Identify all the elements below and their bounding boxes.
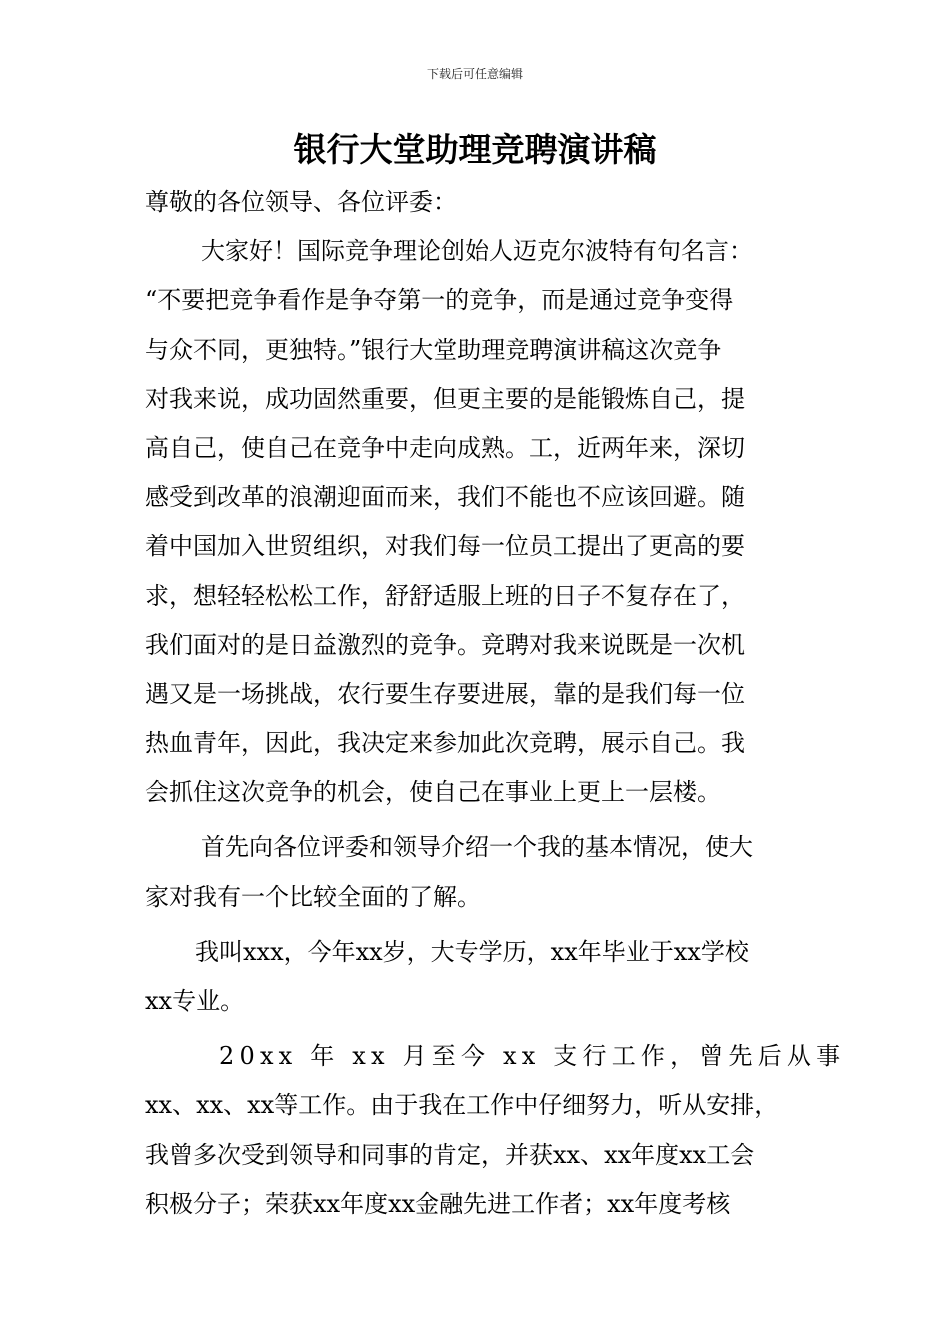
paragraph-line: 感受到改革的浪潮迎面而来，我们不能也不应该回避。随: [145, 483, 745, 512]
paragraph-1: [145, 227, 807, 817]
paragraph-line: xx、xx、xx等工作。由于我在工作中仔细努力，听从安排，: [145, 1091, 779, 1120]
paragraph-line: 积极分子；荣获xx年度xx金融先进工作者；xx年度考核: [145, 1189, 731, 1218]
paragraph-3: [145, 928, 807, 1026]
paragraph-4: [145, 1032, 846, 1229]
paragraph-line: 会抓住这次竞争的机会，使自己在事业上更上一层楼。: [145, 778, 721, 807]
paragraph-line: 我叫xxx，今年xx岁，大专学历，xx年毕业于xx学校: [195, 937, 749, 966]
paragraph-line: 我们面对的是日益激烈的竞争。竞聘对我来说既是一次机: [145, 630, 745, 659]
salutation: 尊敬的各位领导、各位评委：: [145, 188, 457, 216]
paragraph-2: [145, 823, 807, 921]
paragraph-line: 家对我有一个比较全面的了解。: [145, 882, 481, 911]
paragraph-line: 与众不同，更独特。”银行大堂助理竞聘演讲稿这次竞争: [145, 335, 722, 364]
paragraph-line: 首先向各位评委和领导介绍一个我的基本情况，使大: [201, 833, 753, 862]
header-note: 下载后可任意编辑: [426, 67, 523, 81]
document-body: [145, 178, 846, 1229]
paragraph-line: “不要把竞争看作是争夺第一的竞争，而是通过竞争变得: [145, 286, 734, 315]
paragraph-line: 高自己，使自己在竞争中走向成熟。工，近两年来，深切: [145, 433, 745, 462]
paragraph-line: 遇又是一场挑战，农行要生存要进展，靠的是我们每一位: [145, 679, 745, 708]
paragraph-line: 热血青年，因此，我决定来参加此次竞聘，展示自己。我: [145, 729, 745, 758]
paragraph-line: 我曾多次受到领导和同事的肯定，并获xx、xx年度xx工会: [145, 1140, 755, 1169]
paragraph-line: 20xx 年 xx 月至今 xx 支行工作，曾先后从事: [219, 1042, 846, 1071]
paragraph-line: xx专业。: [145, 987, 245, 1015]
paragraph-line: 对我来说，成功固然重要，但更主要的是能锻炼自己，提: [145, 384, 745, 413]
document-title: 银行大堂助理竞聘演讲稿: [293, 130, 657, 169]
paragraph-line: 着中国加入世贸组织，对我们每一位员工提出了更高的要: [145, 532, 745, 561]
paragraph-line: 求，想轻轻松松工作，舒舒适服上班的日子不复存在了，: [145, 581, 745, 610]
paragraph-line: 大家好！国际竞争理论创始人迈克尔波特有句名言：: [201, 237, 753, 266]
